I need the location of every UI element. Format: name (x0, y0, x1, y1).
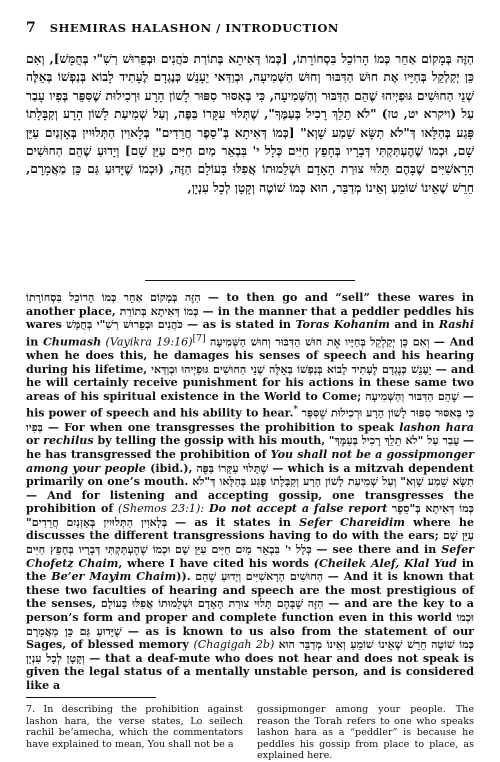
translation-text: by telling the gossip with his mouth, (93, 434, 326, 448)
hebrew-phrase: יֵעָנֵשׁ כְּנֶגְדָם לֶעָתִיד לָבוֹא בְּנַפְשׁוֹ בְּאֵלֶּה שְׁנֵי הַחוּשִׁים גּוּפַיְיהוּ (181, 362, 432, 376)
page (26, 20, 474, 762)
translation-text: Sefer Chofetz Chaim (26, 543, 475, 570)
hebrew-phrase: הַזֶּה בְּמָקוֹם אַחֵר (123, 291, 201, 304)
translation-text: — And for listening and accepting gossip, one transgresses the prohibition of (26, 488, 474, 516)
hebrew-phrase: כְּמוֹ דְּאִיתָא בְּתוֹרַת (119, 304, 199, 318)
translation-text: — as it states in (175, 515, 300, 529)
hebrew-phrase: וְאִם כֵּן יְקַלְקֵל בְּחַיָּיו אֶת חוּשׁ הַדִּבּוּר וְחוּשׁ הַשְּׁמִיעָה (210, 335, 430, 349)
translation-text: rechilus (43, 434, 94, 448)
footnote-left: 7. In describing the prohibition against lashon hara, the verse states, Lo seilech rachil be’amecha, which the commentators have explained to mean, You shall not be a (26, 704, 243, 750)
translation-text: — as is stated in (187, 318, 296, 332)
translation-text: Chumash (42, 335, 102, 349)
translation-text: (ibid.), (145, 461, 193, 475)
hebrew-line: וּבְוַדַּאי יֵעָנֵשׁ כְּנֶגְדָם לֶעָתִיד לָבוֹא בְּנַפְשׁוֹ בְּאֵלֶּה שְׁנֵי הַחוּשִׁים גּוּפַיְיהוּ שֶׁהֵם (26, 70, 474, 103)
hebrew-phrase: כְּלָל י' בִּבְאֵר מַיִם חַיִּים עַיֵּן שָׁם (174, 543, 312, 557)
hebrew-line: לָשׁוֹן הָרָע וְקַבָּלָתוֹ פָּגַע בְּהַלָּאו דְּ"לֹא תִשָּׂא שֵׁמַע שָׁוְא" [כְּמוֹ דְּאִיתָא (26, 107, 474, 140)
hebrew-line: שֶׁבָּהֶם תָּלוּי צוּרַת הָאָדָם וּשְׁלֵמוּתוֹ אֲפִלּוּ בָּעוֹלָם הַזֶּה, (וּכְמוֹ שֶׁיָּדוּעַ גַּם כֵּן (72, 162, 425, 177)
translation-text: You shall not be a gossipmonger among your people (26, 447, 474, 475)
footnote-divider (26, 697, 156, 698)
source-reference: (Vayikra 19:16) (105, 335, 193, 349)
source-reference: (Shemos 23:1): (118, 502, 205, 516)
translation-text: in (26, 335, 43, 349)
hebrew-line: רַשִׁ"י בְּחֻמָּשׁ], וְאִם כֵּן יְקַלְקֵל בְּחַיָּיו אֶת חוּשׁ הַדִּבּוּר וְחוּשׁ הַשְּׁמִיעָה, (26, 52, 474, 85)
translation-text: — to then go and “sell” these wares in another place, (26, 291, 475, 318)
hebrew-phrase: חֵרֵשׁ שֶׁאֵינוֹ שׁוֹמֵעַ וְאֵינוֹ מְדַבֵּר הוּא (278, 638, 427, 652)
translation-block (26, 291, 475, 692)
translation-text: and in (389, 318, 439, 332)
hebrew-phrase: עָבַר עַל "לֹא תֵלֵךְ רָכִיל בְּעַמֶּךָ" (328, 434, 460, 448)
footnote-right: gossipmonger among your people. The reason the Torah refers to one who speaks lashon hara as a “peddler” is because he peddles his gossip from place to place, as explained here. (257, 704, 474, 762)
hebrew-line: הַזֶּה בְּמָקוֹם אַחֵר כְּמוֹ הָרוֹכֵל בִּסְחוֹרָתוֹ, [כְּמוֹ דְּאִיתָא בְּתוֹרַת כֹּהֲנִים וּבְפֵרוּשׁ (122, 52, 474, 66)
translation-text: — which is a mitzvah dependent primarily on one’s mouth. (26, 461, 474, 489)
translation-text: — his power of speech and his ability to hear. (26, 389, 475, 421)
translation-text: Rashi (438, 318, 475, 332)
translation-text: Toras Kohanim (295, 318, 390, 332)
hebrew-phrase: שֶׁהֵם הַדִּבּוּר וְהַשְּׁמִיעָה (365, 389, 459, 403)
hebrew-phrase: וְעַל שְׁמִיעַת לָשׁוֹן הָרָע וְקַבָּלָתוֹ פָּגַע בְּהַלָּאו דְּ"לֹא (192, 475, 397, 489)
running-header (26, 20, 474, 40)
running-title: SHEMIRAS HALASHON / INTRODUCTION (49, 21, 339, 35)
translation-text: — as is known to us also from the statement of our Sages, of blessed memory (26, 624, 474, 652)
translation-text: — he has transgressed the prohibition of (26, 434, 475, 461)
hebrew-phrase: עַיֵּן שָׁם וּכְמוֹ שֶׁהֶעְתַּקְתִּי דְּבָרָיו בְּחָפֵץ חַיִּים (26, 529, 474, 557)
translation-text: Be’er Mayim Chaim (51, 570, 177, 584)
hebrew-phrase: הַחוּשִׁים הָרָאשִׁיִּים (245, 570, 324, 584)
hebrew-phrase: כְּמוֹ דְּאִיתָא בְּ"סֵפֶר חֲרֵדִים" (26, 502, 474, 529)
translation-paragraph (26, 291, 474, 693)
footnote-marker: [7] (192, 332, 206, 344)
hebrew-phrase: וּבְוַדַּאי (151, 362, 178, 376)
translation-text: in the (26, 556, 474, 584)
translation-text: — and are the key to a person’s form and proper and complete function even in this world (26, 597, 474, 625)
hebrew-line: מַאֲמָרָם, חֵרֵשׁ שֶׁאֵינוֹ שׁוֹמֵעַ וְאֵינוֹ מְדַבֵּר, הוּא כְּמוֹ שׁוֹטֶה וְקָטָן לְכָל עִנְיָן, (26, 162, 474, 195)
footnotes (26, 704, 474, 762)
translation-text: — that a deaf-mute who does not hear and does not speak is given the legal status of a mentally unstable person, and is considered like a (26, 651, 475, 692)
translation-text: Do not accept a false report (204, 502, 388, 516)
translation-text: — and he will certainly receive punishment for his actions in these same two areas of his spiritual existence in the World to Come; (26, 362, 475, 403)
hebrew-text-block (26, 50, 474, 272)
translation-text: or (26, 434, 44, 448)
translation-text: — in the manner that a peddler peddles his wares (26, 304, 475, 332)
translation-text: — And it is known that these two faculties of hearing and speech are the most prestigious of the senses, (26, 570, 475, 611)
translation-text: , where I have cited his words (118, 556, 314, 570)
hebrew-line: בְּ"סֵפֶר חֲרֵדִים" בְּלָאוִין הַתְּלוּיִין בְּאָזְנַיִם עַיֵּן שָׁם, וּכְמוֹ שֶׁהֶעְתַּקְתִּי דְּבָרָיו (26, 125, 474, 159)
hebrew-phrase: תִשָּׂא שֵׁמַע שָׁוְא" (400, 475, 475, 489)
translation-text: — see there and in (316, 543, 442, 557)
translation-text: — And when he does this, he damages his senses of speech and his hearing during his lifetime, (26, 335, 474, 376)
page-number: 7 (26, 20, 36, 36)
hebrew-phrase: כֹּהֲנִים וּבְפֵרוּשׁ רַשִׁ"י בְּחֻמָּשׁ (66, 318, 183, 332)
source-reference: (Chagigah 2b) (193, 638, 275, 652)
hebrew-phrase: בְּלָאוִין הַתְּלוּיִין בְּאָזְנַיִם (66, 515, 168, 529)
footnote-marker: * (293, 404, 298, 416)
translation-text: lashon hara (399, 420, 474, 434)
hebrew-phrase: כְּמוֹ הָרוֹכֵל בִּסְחוֹרָתוֹ (26, 291, 117, 304)
hebrew-phrase: הַזֶּה (307, 597, 324, 611)
translation-text: Sefer Chareidim (299, 515, 405, 529)
hebrew-phrase: וְיָדוּעַ שֶׁהֵם (195, 570, 242, 584)
translation-text: where he discusses the different transgressions having to do with the ears; (26, 515, 475, 543)
hebrew-phrase: כְּמוֹ שׁוֹטֶה וְקָטָן לְכָל עִנְיָן (26, 638, 474, 665)
hebrew-line: הַדִּבּוּר וְהַשְּׁמִיעָה, כִּי בְּאִסּוּר סִפּוּר לָשׁוֹן הָרָע וּרְכִילוּת שֶׁסִּפֵּר בְּפִיו עָבַר (26, 88, 350, 103)
translation-text: )). (176, 570, 191, 584)
hebrew-phrase: וּכְמוֹ שֶׁיָּדוּעַ גַּם כֵּן מַאֲמָרָם (26, 611, 474, 638)
hebrew-phrase: שֶׁבָּהֶם תָּלוּי צוּרַת הָאָדָם וּשְׁלֵמוּתוֹ אֲפִלּוּ בָּעוֹלָם (100, 597, 304, 611)
hebrew-phrase: שֶׁתָּלוּי עִקָּרוֹ בַּפֶּה (196, 461, 269, 475)
section-divider (145, 280, 355, 281)
hebrew-line: עַל (ויקרא יט, טז) "לֹא תֵלֵךְ רָכִיל בְּעַמֶּךָ", שֶׁתְּלוּי עִקָּרוֹ בַּפֶּה, וְעַל שְׁמִיעַת (114, 107, 474, 122)
translation-text: — For when one transgresses the prohibition to speak (47, 420, 400, 434)
hebrew-phrase: כִּי בְּאִסּוּר סִפּוּר לָשׁוֹן הָרָע וּרְכִילוּת שֶׁסִּפֵּר בְּפִיו (26, 407, 475, 434)
hebrew-line: בְּחָפֵץ חַיִּים כְּלָל י' בִּבְאֵר מַיִם חַיִּים עַיֵּן שָׁם] וְיָדוּעַ שֶׁהֵם הַחוּשִׁים הָרָאשִׁיִּים (26, 144, 474, 177)
translation-text: (Cheilek Alef, Klal Yud (313, 556, 457, 570)
